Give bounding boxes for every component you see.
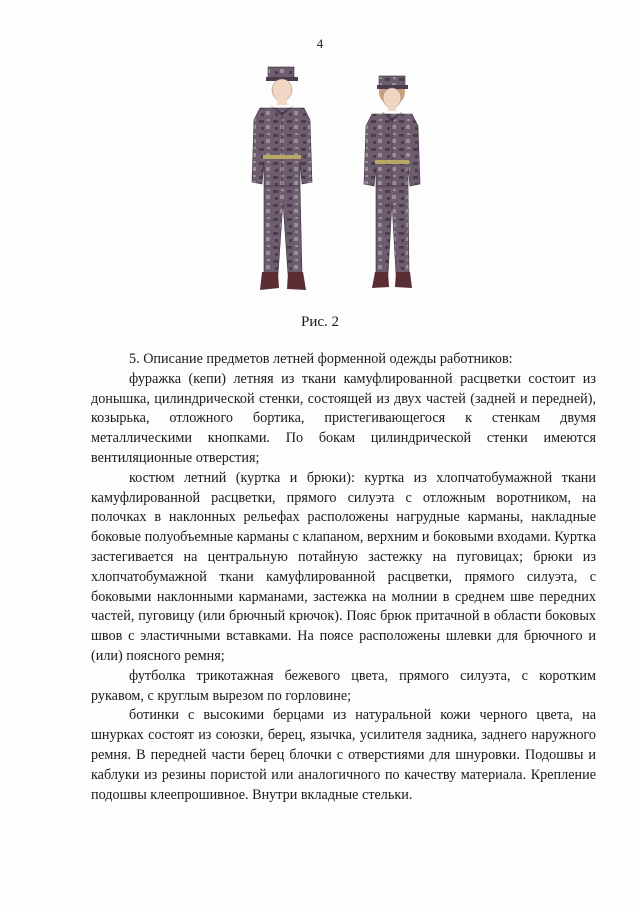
paragraph-tshirt: футболка трикотажная бежевого цвета, прямого силуэта, с коротким рукавом, с круглым вырезом по горловине;: [91, 667, 596, 704]
uniform-figures-drawing: [230, 62, 450, 302]
page-number: 4: [316, 36, 324, 51]
uniform-illustration: [230, 62, 450, 302]
section-heading: 5. Описание предметов летней форменной одежды работников:: [129, 351, 513, 367]
male-figure: [252, 67, 312, 290]
figure-caption: Рис. 2: [300, 314, 340, 330]
female-figure: [364, 76, 420, 288]
document-body: [91, 350, 596, 805]
paragraph-cap: фуражка (кепи) летняя из ткани камуфлированной расцветки состоит из донышка, цилиндрической стенки, состоящей из двух частей (задней и передней), козырька, отложного бортика, пристегивающегося к стенкам двумя металлическими кнопками. По бокам цилиндрической стенки имеются вентиляционные отверстия;: [91, 370, 596, 466]
paragraph-suit: костюм летний (куртка и брюки): куртка из хлопчатобумажной ткани камуфлированной расцветки, прямого силуэта с отложным воротником, на полочках в наклонных рельефах расположены нагрудные карманы, накладные боковые полуобъемные карманы с клапаном, верхним и боковыми входами. Куртка застегивается на центральную потайную застежку на пуговицах; брюки из хлопчатобумажной ткани камуфлированной расцветки, прямого силуэта, с боковыми наклонными карманами, застежка на молнии в среднем шве передних частей, пуговицу (или брючный крючок). Пояс брюк притачной в области боковых швов с эластичными вставками. На поясе расположены шлевки для брючного и (или) поясного ремня;: [91, 469, 596, 664]
paragraph-boots: ботинки с высокими берцами из натуральной кожи черного цвета, на шнурках состоят из союзки, берец, язычка, усилителя задника, заднего наружного ремня. В передней части берец блочки с отверстиями для шнуровки. Подошвы и каблуки из резины пористой или аналогичного по качеству материала. Крепление подошвы клеепрошивное. Внутри вкладные стельки.: [91, 707, 596, 803]
